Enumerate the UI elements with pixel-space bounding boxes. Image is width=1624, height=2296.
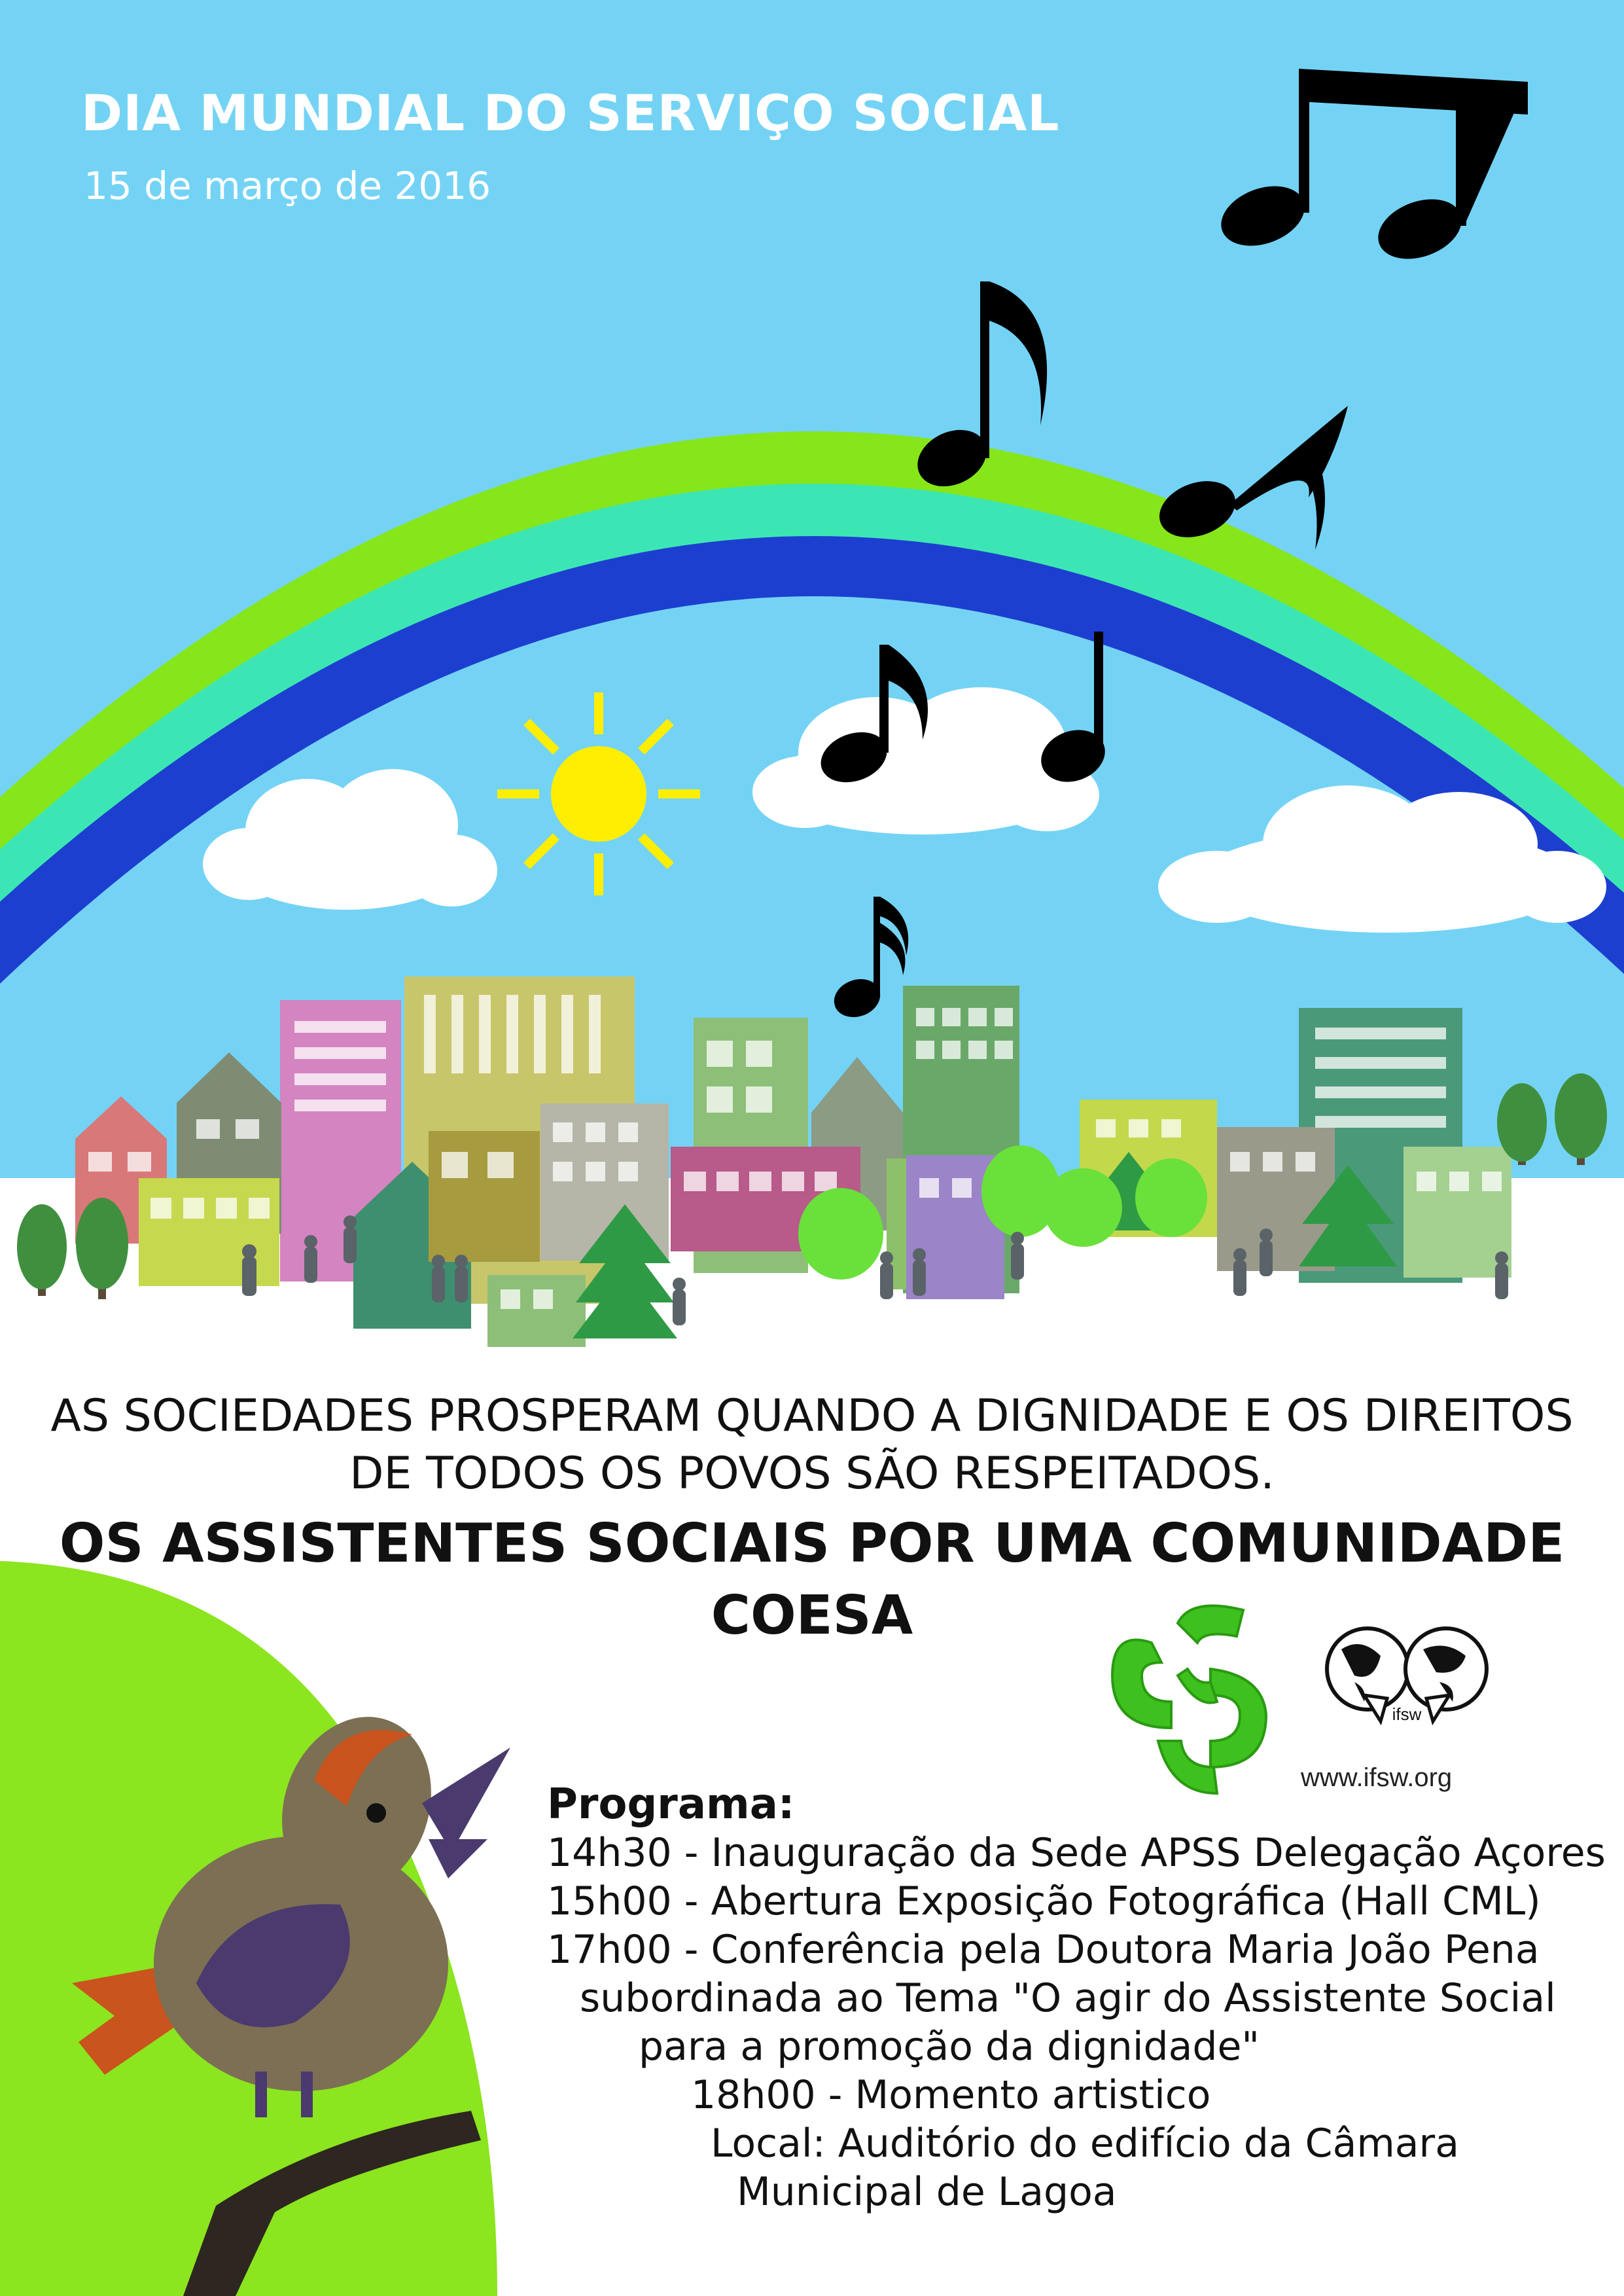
slogan-line-1: AS SOCIEDADES PROSPERAM QUANDO A DIGNIDADE E OS DIREITOS <box>50 1390 1574 1442</box>
program-location: Municipal de Lagoa <box>737 2169 1117 2215</box>
program <box>547 1780 1606 2216</box>
slogan-headline: OS ASSISTENTES SOCIAIS POR UMA COMUNIDADE COESA <box>59 1513 1565 1647</box>
sun-icon <box>502 697 696 891</box>
program-item: 17h00 - Conferência pela Doutora Maria João Pena <box>547 1927 1540 1973</box>
program-location: Local: Auditório do edifício da Câmara <box>711 2121 1459 2166</box>
program-item-detail: subordinada ao Tema "O agir do Assistente Social <box>580 1975 1556 2021</box>
program-item: 15h00 - Abertura Exposição Fotográfica (Hall CML) <box>547 1878 1541 1924</box>
event-date: 15 de março de 2016 <box>84 164 491 208</box>
event-title: DIA MUNDIAL DO SERVIÇO SOCIAL <box>81 84 1060 142</box>
program-item-detail: para a promoção da dignidade" <box>639 2024 1260 2070</box>
ifsw-logo-label: ifsw <box>1392 1704 1422 1724</box>
slogan-line-2: DE TODOS OS POVOS SÃO RESPEITADOS. <box>349 1448 1275 1499</box>
ifsw-url: www.ifsw.org <box>1301 1763 1453 1792</box>
slogan <box>0 1388 1624 1652</box>
program-item: 18h00 - Momento artistico <box>691 2072 1211 2118</box>
program-heading: Programa: <box>547 1780 795 1829</box>
program-item: 14h30 - Inauguração da Sede APSS Delegação Açores <box>547 1830 1606 1876</box>
